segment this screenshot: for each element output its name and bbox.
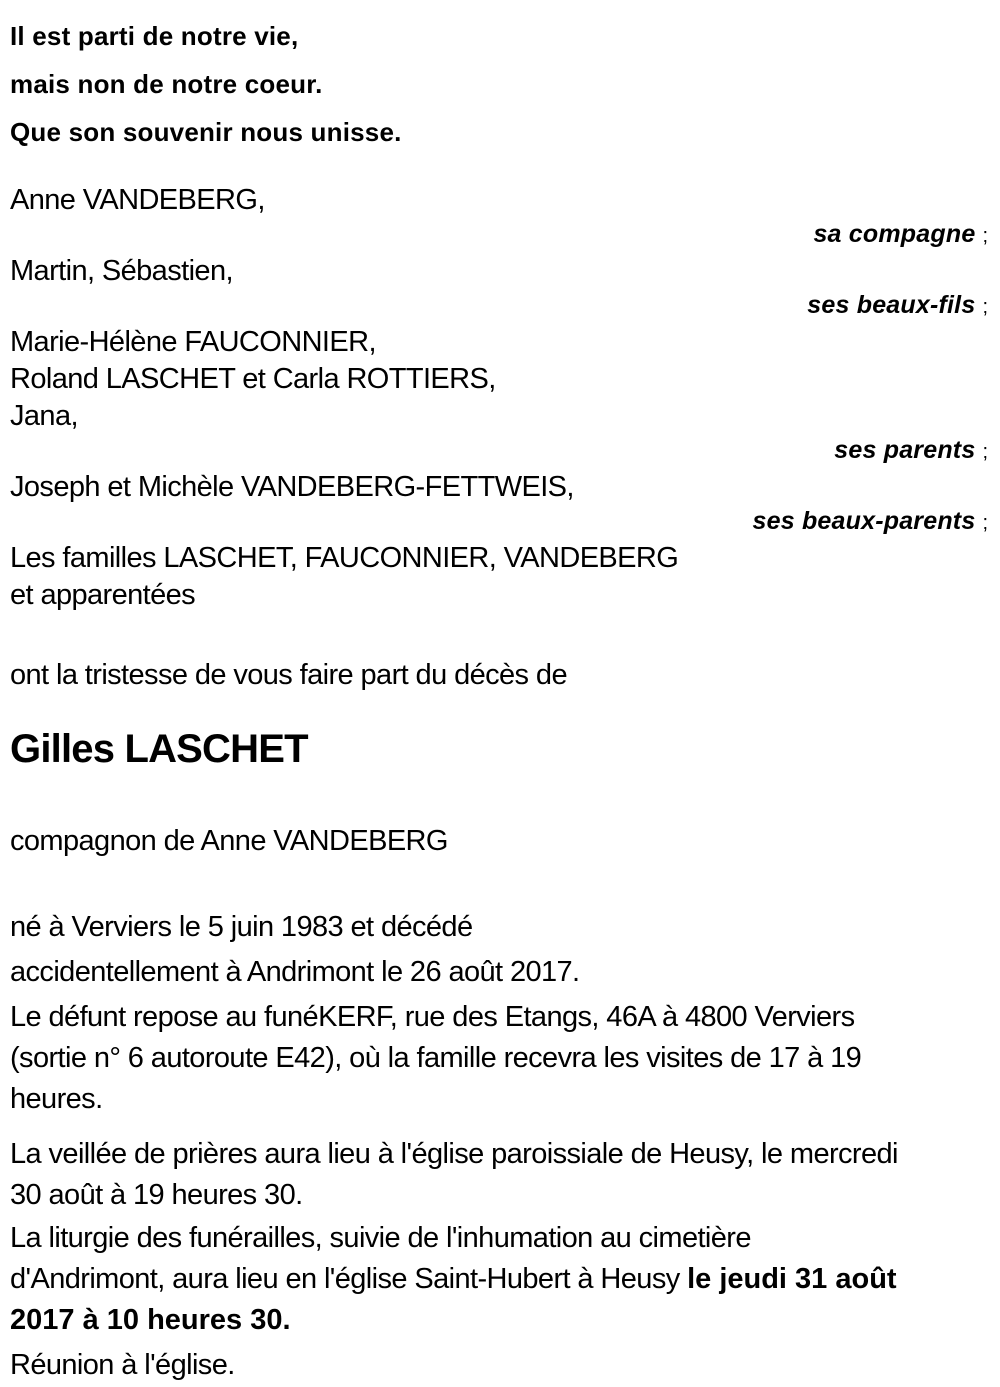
repose-line: (sortie n° 6 autoroute E42), où la famille recevra les visites de 17 à 19 bbox=[10, 1042, 862, 1074]
family-name-line: Roland LASCHET et Carla ROTTIERS, bbox=[10, 363, 496, 395]
birth-death-line: né à Verviers le 5 juin 1983 et décédé bbox=[10, 911, 473, 943]
repose-line: Le défunt repose au funéKERF, rue des Etangs, 46A à 4800 Verviers bbox=[10, 1001, 855, 1033]
relation-punctuation: ; bbox=[982, 225, 988, 247]
relation-line bbox=[10, 290, 988, 324]
family-name-line: Jana, bbox=[10, 400, 78, 432]
vigil-line: 30 août à 19 heures 30. bbox=[10, 1179, 303, 1211]
repose-paragraph bbox=[10, 997, 988, 1120]
repose-line: heures. bbox=[10, 1083, 103, 1115]
relation-label: ses parents bbox=[834, 436, 976, 464]
family-name-line: Les familles LASCHET, FAUCONNIER, VANDEBERG bbox=[10, 542, 679, 574]
funeral-line bbox=[10, 1259, 988, 1300]
family-entry bbox=[10, 182, 988, 253]
funeral-line: La liturgie des funérailles, suivie de l'inhumation au cimetière bbox=[10, 1222, 751, 1254]
family-list bbox=[10, 182, 988, 614]
epitaph-line: Il est parti de notre vie, bbox=[10, 21, 299, 51]
family-name-line: et apparentées bbox=[10, 579, 196, 611]
family-name-line: Marie-Hélène FAUCONNIER, bbox=[10, 326, 376, 358]
family-name-line: Martin, Sébastien, bbox=[10, 255, 233, 287]
relation-punctuation: ; bbox=[982, 441, 988, 463]
family-entry bbox=[10, 253, 988, 324]
epitaph-line: mais non de notre coeur. bbox=[10, 69, 323, 99]
family-entry bbox=[10, 540, 988, 614]
funeral-line-normal: d'Andrimont, aura lieu en l'église Saint-Hubert à Heusy bbox=[10, 1263, 688, 1295]
relation-label: sa compagne bbox=[813, 220, 976, 248]
family-name-line: Anne VANDEBERG, bbox=[10, 184, 265, 216]
family-entry bbox=[10, 324, 988, 469]
relation-label: ses beaux-parents bbox=[752, 507, 976, 535]
epitaph-line: Que son souvenir nous unisse. bbox=[10, 117, 402, 147]
relation-line bbox=[10, 219, 988, 253]
relation-punctuation: ; bbox=[982, 512, 988, 534]
funeral-date-bold: 2017 à 10 heures 30. bbox=[10, 1304, 291, 1336]
relation-punctuation: ; bbox=[982, 296, 988, 318]
birth-death-line: accidentellement à Andrimont le 26 août 2017. bbox=[10, 956, 580, 988]
family-entry bbox=[10, 469, 988, 540]
funeral-date-bold: le jeudi 31 août bbox=[687, 1263, 897, 1295]
funeral-paragraph bbox=[10, 1218, 988, 1341]
vigil-line: La veillée de prières aura lieu à l'église paroissiale de Heusy, le mercredi bbox=[10, 1138, 898, 1170]
deceased-name-heading: Gilles LASCHET bbox=[10, 727, 308, 771]
reunion-line: Réunion à l'église. bbox=[10, 1349, 235, 1381]
relation-line bbox=[10, 435, 988, 469]
vigil-paragraph bbox=[10, 1134, 988, 1216]
relation-label: ses beaux-fils bbox=[807, 291, 976, 319]
birth-death-paragraph bbox=[10, 905, 988, 995]
deceased-relationship: compagnon de Anne VANDEBERG bbox=[10, 825, 448, 857]
family-name-line: Joseph et Michèle VANDEBERG-FETTWEIS, bbox=[10, 471, 574, 503]
announcement-intro: ont la tristesse de vous faire part du décès de bbox=[10, 659, 567, 691]
epitaph bbox=[10, 12, 988, 156]
relation-line bbox=[10, 506, 988, 540]
